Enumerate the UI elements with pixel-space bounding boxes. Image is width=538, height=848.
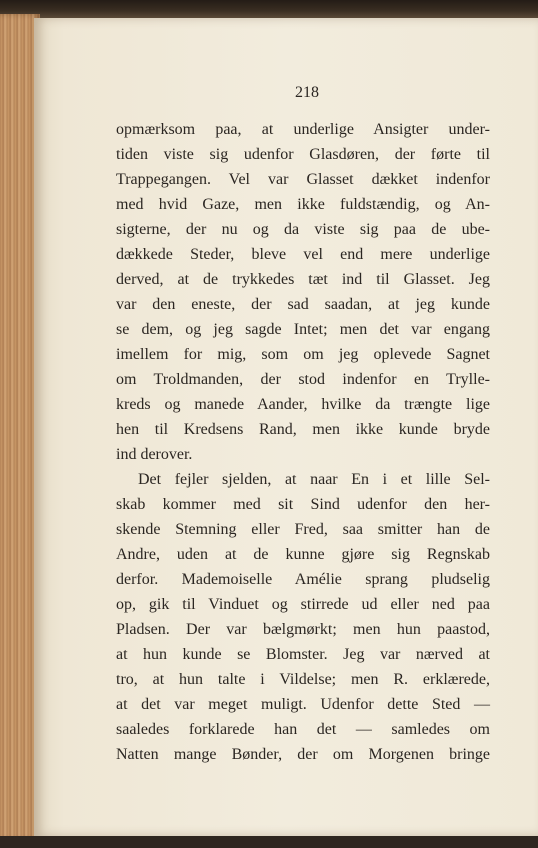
paragraph-first-line: Det fejler sjelden, at naar En i et lille Sel- (138, 471, 490, 488)
text-line: skab kommer med sit Sind udenfor den her- (116, 496, 490, 513)
text-line: var den eneste, der sad saadan, at jeg kunde (116, 296, 490, 313)
text-line: Pladsen. Der var bælgmørkt; men hun paastod, (116, 621, 490, 638)
text-line: Trappegangen. Vel var Glasset dækket indenfor (116, 171, 490, 188)
book-bottom-edge (0, 836, 538, 848)
text-line: med hvid Gaze, men ikke fuldstændig, og An- (116, 196, 490, 213)
text-line: Natten mange Bønder, der om Morgenen bringe (116, 746, 490, 763)
page-number: 218 (295, 84, 319, 101)
text-line: op, gik til Vinduet og stirrede ud eller ned paa (116, 596, 490, 613)
text-line: tiden viste sig udenfor Glasdøren, der førte til (116, 146, 490, 163)
text-line: at det var meget muligt. Udenfor dette Sted — (116, 696, 490, 713)
text-line: sigterne, der nu og da viste sig paa de ube- (116, 221, 490, 238)
text-line: imellem for mig, som om jeg oplevede Sagnet (116, 346, 490, 363)
text-line: kreds og manede Aander, hvilke da trængte lige (116, 396, 490, 413)
text-line: dækkede Steder, bleve vel end mere underlige (116, 246, 490, 263)
text-line: derved, at de trykkedes tæt ind til Glasset. Jeg (116, 271, 490, 288)
paragraph-last-line: ind derover. (116, 446, 193, 463)
text-line: Andre, uden at de kunne gjøre sig Regnskab (116, 546, 490, 563)
text-line: tro, at hun talte i Vildelse; men R. erklærede, (116, 671, 490, 688)
text-line: saaledes forklarede han det — samledes om (116, 721, 490, 738)
text-line: hen til Kredsens Rand, men ikke kunde bryde (116, 421, 490, 438)
text-line: se dem, og jeg sagde Intet; men det var engang (116, 321, 490, 338)
text-line: at hun kunde se Blomster. Jeg var nærved at (116, 646, 490, 663)
text-line: skende Stemning eller Fred, saa smitter han de (116, 521, 490, 538)
text-line: opmærksom paa, at underlige Ansigter under- (116, 121, 490, 138)
text-line: om Troldmanden, der stod indenfor en Trylle- (116, 371, 490, 388)
text-line: derfor. Mademoiselle Amélie sprang pludselig (116, 571, 490, 588)
book-top-edge (0, 0, 538, 18)
